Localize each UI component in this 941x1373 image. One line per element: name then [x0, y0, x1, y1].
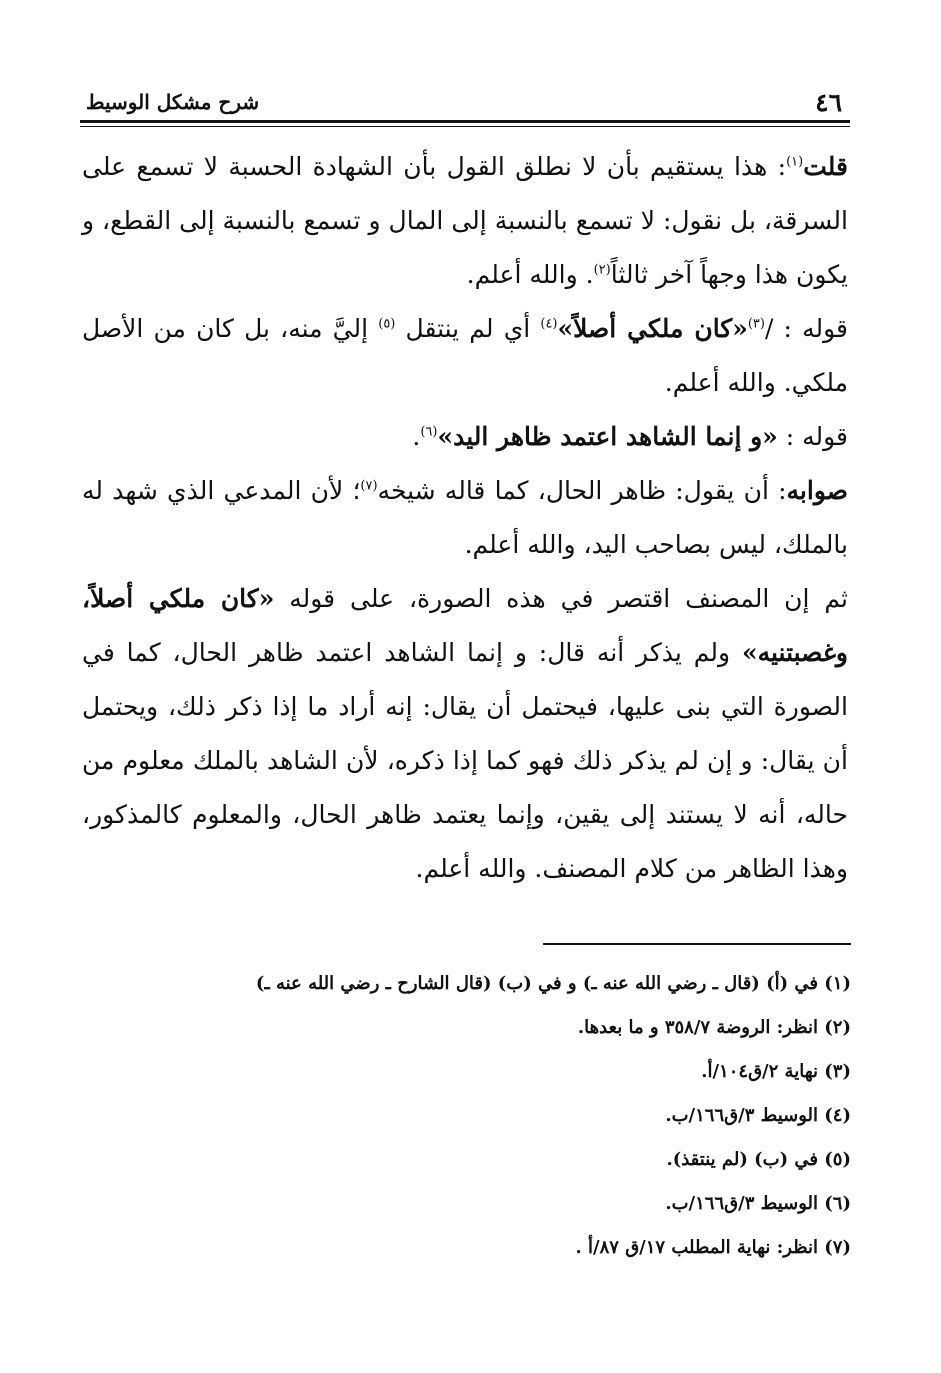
lead-word: قلت	[803, 152, 848, 181]
paragraph-text: أي لم ينتقل	[395, 314, 541, 343]
footnote-ref-3: (٣)	[747, 316, 765, 332]
lead-word: صوابه	[786, 476, 848, 505]
paragraph-text: ثم إن المصنف اقتصر في هذه الصورة، على قوله	[274, 584, 848, 613]
quoted-text: «كان ملكي أصلاً، وغصبتنيه»	[82, 584, 848, 667]
paragraph-tail: ؛ لأن المدعي الذي شهد له بالملك، ليس بصاحب اليد، والله أعلم.	[82, 476, 848, 559]
paragraph-3	[82, 410, 848, 464]
paragraph-5	[82, 572, 848, 896]
footnote-3: (٣) نهاية ٢/ق١٠٤/أ.	[701, 1061, 851, 1082]
footnote-ref-6: (٦)	[420, 424, 438, 440]
footnote-ref-7: (٧)	[360, 478, 378, 494]
footnotes	[131, 962, 851, 1270]
paragraph-text: : هذا يستقيم بأن لا نطلق القول بأن الشهادة الحسبة لا تسمع على السرقة، بل نقول: لا تسمع بالنسبة إلى المال و تسمع بالنسبة إلى القطع، و يكون هذا وجهاً آخر ثالثاً	[82, 152, 848, 289]
quoted-text: «كان ملكي أصلاً»	[557, 314, 748, 343]
lead-phrase: قوله :	[777, 422, 848, 451]
footnote-7: (٧) انظر: نهاية المطلب ١٧/ق ٨٧/أ .	[575, 1237, 851, 1258]
page-header	[80, 84, 850, 124]
footnote-ref-5: (٥)	[378, 316, 396, 332]
paragraph-tail: .	[412, 422, 421, 451]
footnote-ref-4: (٤)	[540, 316, 558, 332]
paragraph-tail: إليَّ منه، بل كان من الأصل ملكي. والله أعلم.	[82, 314, 848, 397]
footnote-separator	[543, 943, 851, 945]
footnote-2: (٢) انظر: الروضة ٣٥٨/٧ و ما بعدها.	[577, 1017, 851, 1038]
footnote-6: (٦) الوسيط ٣/ق١٦٦/ب.	[665, 1193, 851, 1214]
footnote-ref-2: (٢)	[593, 262, 611, 278]
main-text	[82, 140, 848, 896]
paragraph-tail: ولم يذكر أنه قال: و إنما الشاهد اعتمد ظاهر الحال، كما في الصورة التي بنى عليها، فيحتمل أن يقال: إنه أراد ما إذا ذكر ذلك، ويحتمل أن يقال: و إن لم يذكر ذلك فهو كما إذا ذكره، لأن الشاهد بالملك معلوم من حاله، أنه لا يستند إلى يقين، وإنما يعتمد ظاهر الحال، والمعلوم كالمذكور، وهذا الظاهر من كلام المصنف. والله أعلم.	[82, 638, 848, 883]
paragraph-1	[82, 140, 848, 302]
running-title: شرح مشكل الوسيط	[86, 90, 260, 114]
footnote-5: (٥) في (ب) (لم ينتقذ).	[666, 1149, 851, 1170]
footnote-4: (٤) الوسيط ٣/ق١٦٦/ب.	[665, 1105, 851, 1126]
lead-phrase: قوله : /	[764, 314, 849, 343]
header-rule-thin	[80, 126, 850, 127]
footnote-1: (١) في (أ) (قال ـ رضي الله عنه ـ) و في (ب) (قال الشارح ـ رضي الله عنه ـ)	[255, 973, 851, 994]
paragraph-2	[82, 302, 848, 410]
paragraph-text: : أن يقول: ظاهر الحال، كما قاله شيخه	[377, 476, 787, 505]
page-number: ٤٦	[815, 88, 842, 117]
paragraph-4	[82, 464, 848, 572]
quoted-text: «و إنما الشاهد اعتمد ظاهر اليد»	[437, 422, 778, 451]
paragraph-tail: . والله أعلم.	[466, 260, 594, 289]
footnote-ref-1: (١)	[786, 154, 804, 170]
header-rule-thick	[80, 120, 850, 123]
